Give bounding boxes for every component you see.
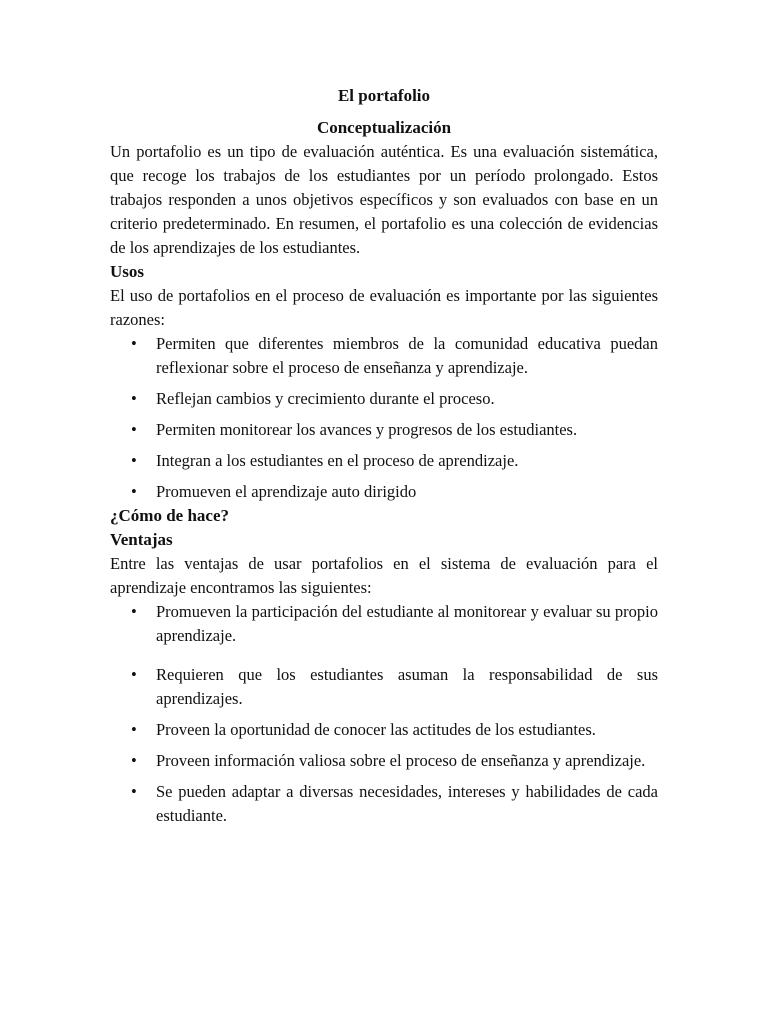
- section-title-conceptualizacion: Conceptualización: [316, 118, 452, 137]
- list-item: [110, 780, 658, 828]
- bullet-icon: •: [131, 334, 137, 353]
- list-item-text: Requieren que los estudiantes asuman la responsabilidad de sus aprendizajes.: [156, 665, 658, 708]
- document-title: El portafolio: [337, 86, 431, 105]
- list-item-text: Integran a los estudiantes en el proceso de aprendizaje.: [156, 451, 519, 470]
- list-item-text: Promueven la participación del estudiante al monitorear y evaluar su propio aprendizaje.: [156, 602, 658, 645]
- list-item: [110, 449, 658, 473]
- list-item-text: Permiten monitorear los avances y progresos de los estudiantes.: [156, 420, 578, 439]
- document-page: [110, 84, 658, 828]
- list-item: [110, 332, 658, 380]
- usos-intro-paragraph: El uso de portafolios en el proceso de evaluación es importante por las siguientes razones:: [110, 286, 658, 329]
- list-item-text: Proveen información valiosa sobre el proceso de enseñanza y aprendizaje.: [156, 751, 646, 770]
- bullet-icon: •: [131, 602, 137, 621]
- intro-paragraph: Un portafolio es un tipo de evaluación auténtica. Es una evaluación sistemática, que recoge los trabajos de los estudiantes por un período prolongado. Estos trabajos responden a unos objetivos específicos y son evaluados con base en un criterio predeterminado. En resumen, el portafolio es una colección de evidencias de los aprendizajes de los estudiantes.: [110, 142, 658, 257]
- usos-list: [110, 332, 658, 504]
- list-item: [110, 749, 658, 773]
- section-heading-usos: Usos: [110, 262, 145, 281]
- bullet-icon: •: [131, 782, 137, 801]
- list-item: [110, 663, 658, 711]
- bullet-icon: •: [131, 420, 137, 439]
- list-item: [110, 718, 658, 742]
- bullet-icon: •: [131, 665, 137, 684]
- section-heading-ventajas: Ventajas: [110, 530, 173, 549]
- section-heading-como: ¿Cómo de hace?: [110, 506, 229, 525]
- list-item-text: Se pueden adaptar a diversas necesidades, intereses y habilidades de cada estudiante.: [156, 782, 658, 825]
- list-item: [110, 480, 658, 504]
- ventajas-intro-paragraph: Entre las ventajas de usar portafolios en el sistema de evaluación para el aprendizaje encontramos las siguientes:: [110, 554, 658, 597]
- list-item-text: Permiten que diferentes miembros de la comunidad educativa puedan reflexionar sobre el proceso de enseñanza y aprendizaje.: [156, 334, 658, 377]
- list-item-text: Promueven el aprendizaje auto dirigido: [156, 482, 417, 501]
- bullet-icon: •: [131, 720, 137, 739]
- bullet-icon: •: [131, 482, 137, 501]
- bullet-icon: •: [131, 451, 137, 470]
- bullet-icon: •: [131, 389, 137, 408]
- list-item-text: Proveen la oportunidad de conocer las actitudes de los estudiantes.: [156, 720, 596, 739]
- list-item: [110, 600, 658, 648]
- ventajas-list: [110, 600, 658, 828]
- list-item-text: Reflejan cambios y crecimiento durante el proceso.: [156, 389, 495, 408]
- bullet-icon: •: [131, 751, 137, 770]
- list-item: [110, 418, 658, 442]
- list-item: [110, 387, 658, 411]
